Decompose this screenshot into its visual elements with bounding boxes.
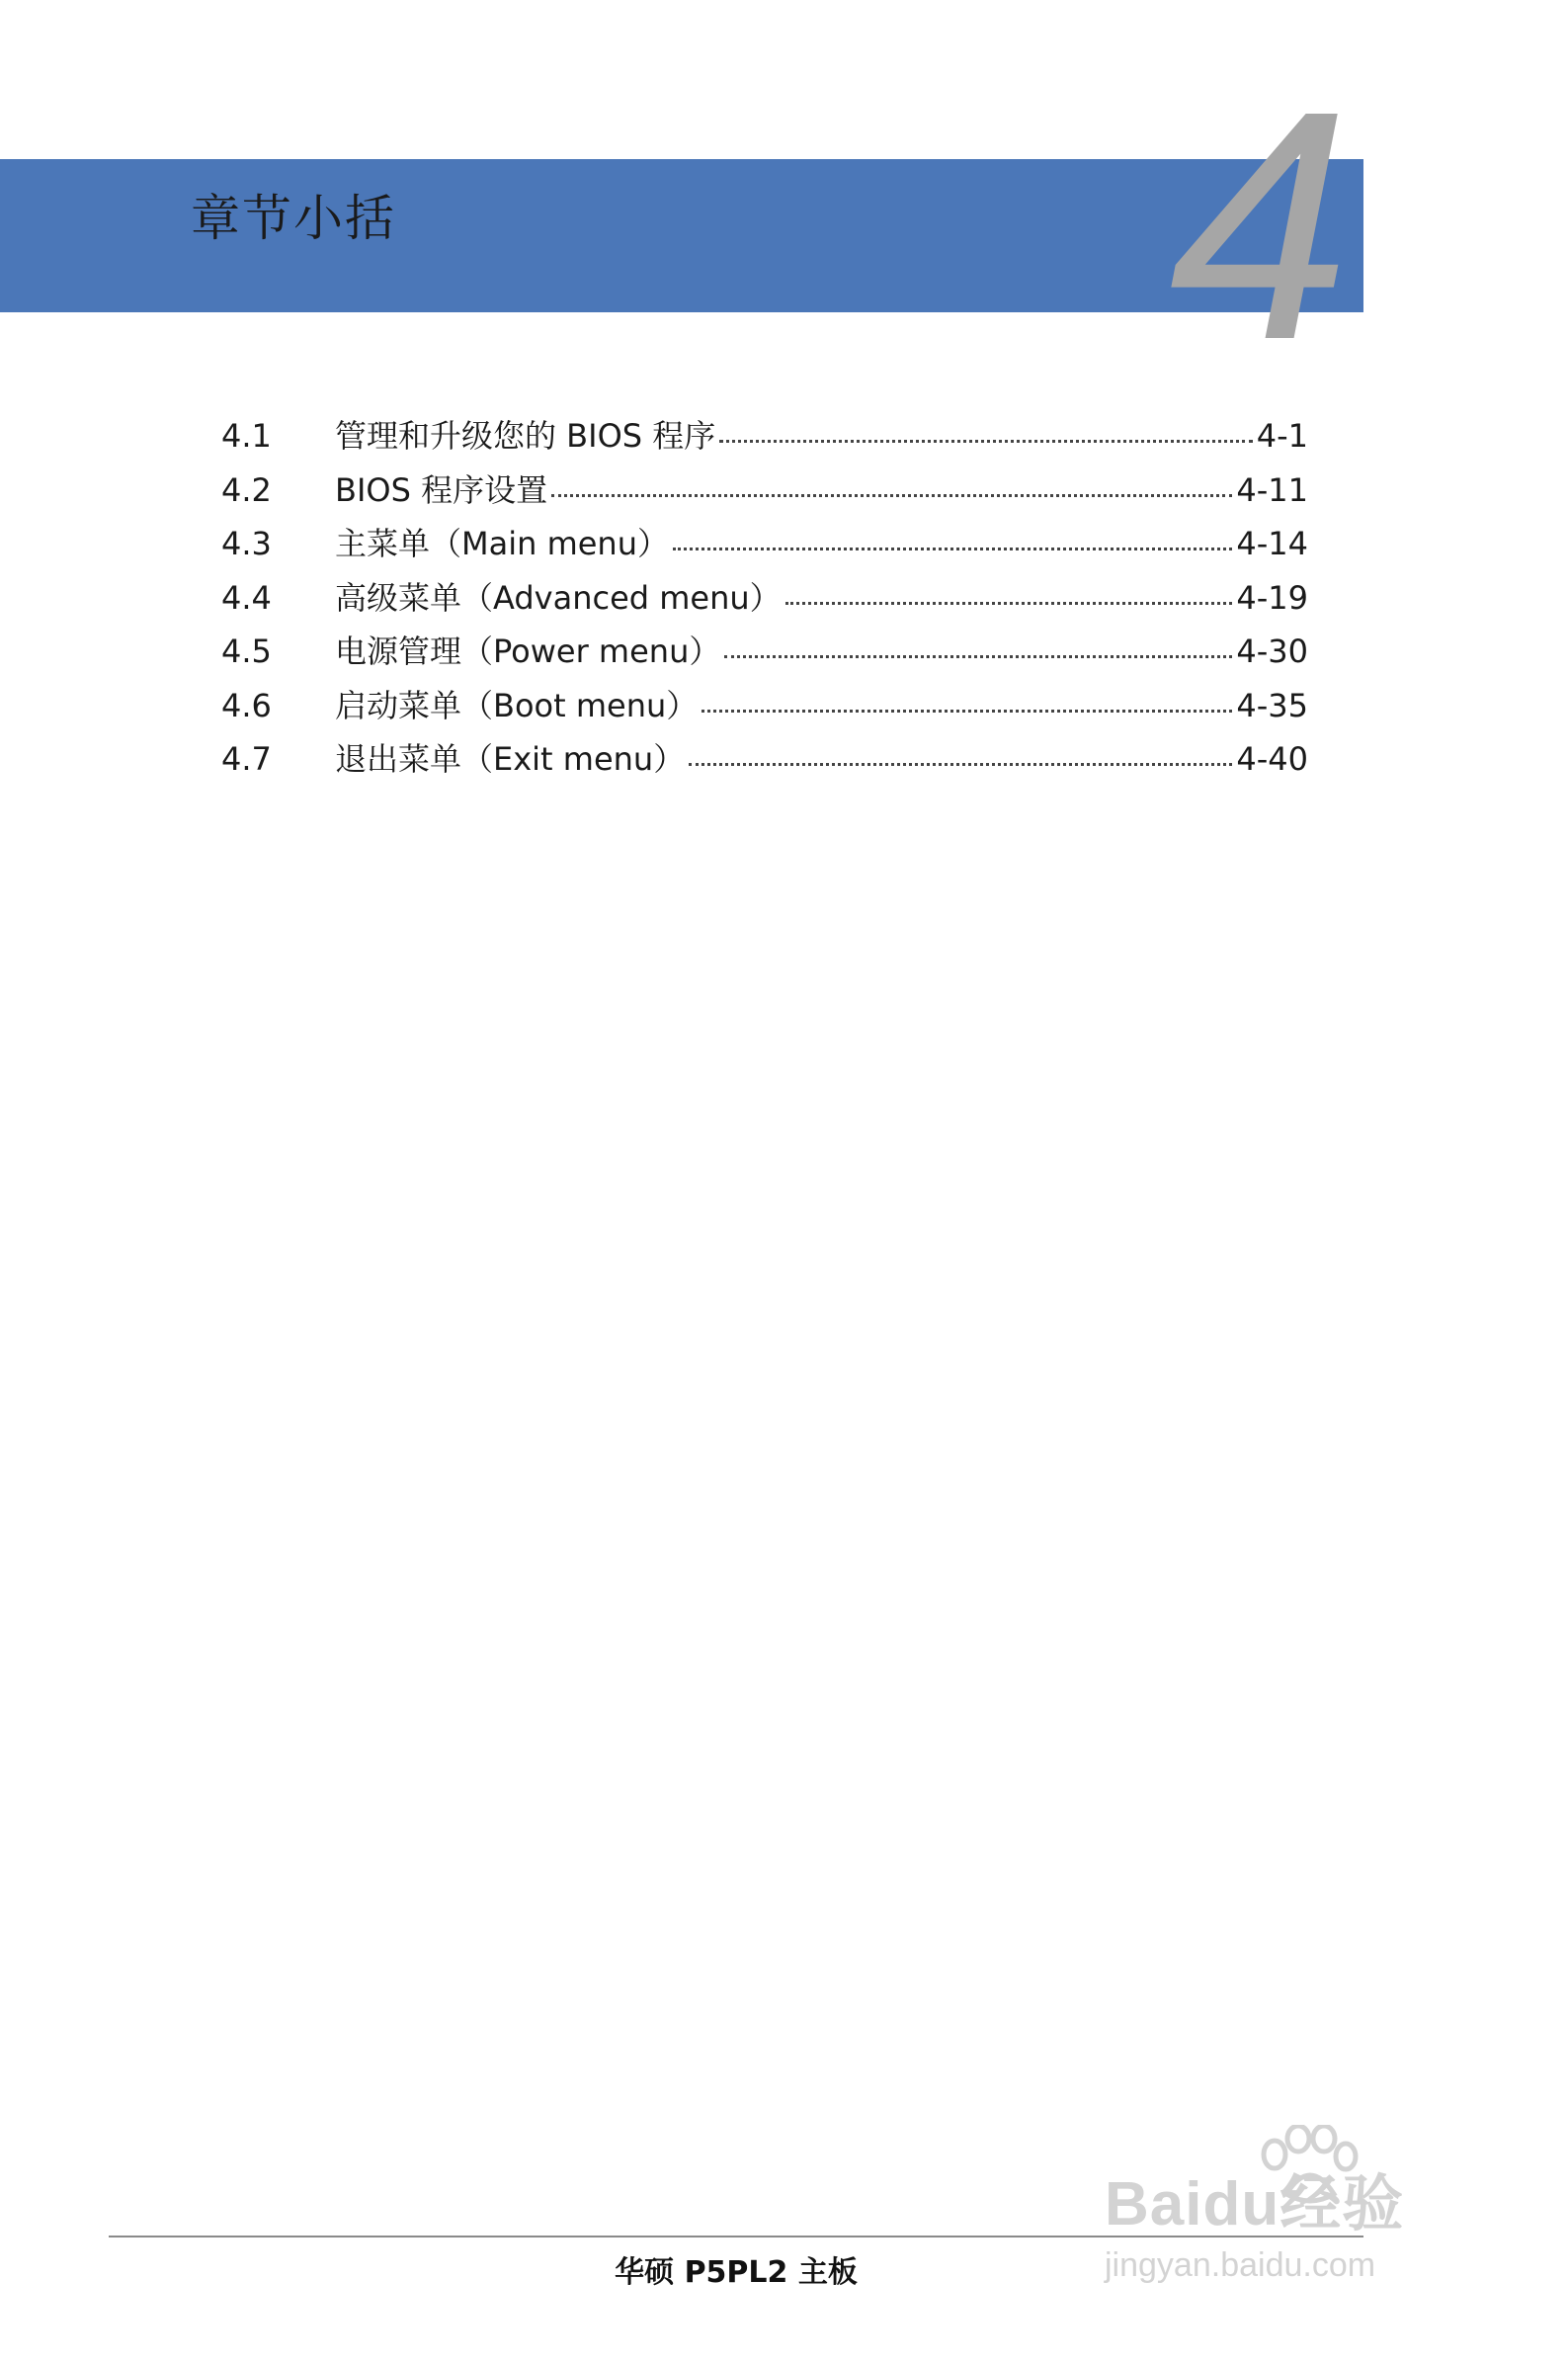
toc-entry-number: 4.2 bbox=[221, 470, 272, 509]
baidu-watermark bbox=[1105, 2125, 1470, 2293]
toc-entry[interactable] bbox=[221, 732, 1308, 787]
toc-dot-leader bbox=[701, 700, 1232, 713]
toc-entry-title: BIOS 程序设置 bbox=[335, 470, 548, 509]
toc-entry[interactable] bbox=[221, 571, 1308, 626]
toc-entry-page: 4-11 bbox=[1236, 470, 1308, 509]
toc-entry-number: 4.1 bbox=[221, 417, 272, 455]
toc-dot-leader bbox=[551, 484, 1232, 497]
footer-text: 华硕 P5PL2 主板 bbox=[615, 2255, 858, 2290]
watermark-brand: Baidu经验 bbox=[1105, 2170, 1405, 2238]
toc-dot-leader bbox=[785, 592, 1233, 605]
chapter-number: 4 bbox=[1169, 42, 1351, 407]
toc-entry-number: 4.7 bbox=[221, 740, 272, 778]
toc-entry-title: 管理和升级您的 BIOS 程序 bbox=[335, 417, 716, 455]
toc-entry-page: 4-35 bbox=[1236, 686, 1308, 724]
toc-entry-page: 4-30 bbox=[1236, 633, 1308, 670]
toc-entry-number: 4.3 bbox=[221, 525, 272, 562]
toc-entry-number: 4.5 bbox=[221, 633, 272, 670]
toc-dot-leader bbox=[719, 430, 1252, 443]
toc-entry[interactable] bbox=[221, 464, 1308, 518]
toc-entry-title: 主菜单（Main menu） bbox=[335, 525, 669, 562]
toc-entry[interactable] bbox=[221, 679, 1308, 733]
toc-entry-page: 4-40 bbox=[1236, 740, 1308, 778]
toc-entry-title: 电源管理（Power menu） bbox=[335, 633, 721, 670]
toc-entry-number: 4.6 bbox=[221, 686, 272, 724]
toc-entry[interactable] bbox=[221, 517, 1308, 571]
watermark-url: jingyan.baidu.com bbox=[1105, 2246, 1376, 2284]
toc-dot-leader bbox=[689, 753, 1232, 766]
toc-entry-title: 启动菜单（Boot menu） bbox=[335, 686, 699, 724]
toc-entry-page: 4-19 bbox=[1236, 578, 1308, 617]
toc-entry-page: 4-14 bbox=[1236, 525, 1308, 562]
toc-dot-leader bbox=[724, 645, 1232, 658]
toc-entry-page: 4-1 bbox=[1256, 417, 1308, 455]
toc-entry[interactable] bbox=[221, 625, 1308, 679]
toc-entry-title: 高级菜单（Advanced menu） bbox=[335, 578, 782, 617]
toc-entry-number: 4.4 bbox=[221, 578, 272, 617]
toc-entry-title: 退出菜单（Exit menu） bbox=[335, 740, 686, 778]
toc-dot-leader bbox=[673, 538, 1232, 550]
table-of-contents bbox=[221, 409, 1308, 787]
chapter-title: 章节小括 bbox=[191, 190, 396, 247]
toc-entry[interactable] bbox=[221, 409, 1308, 464]
